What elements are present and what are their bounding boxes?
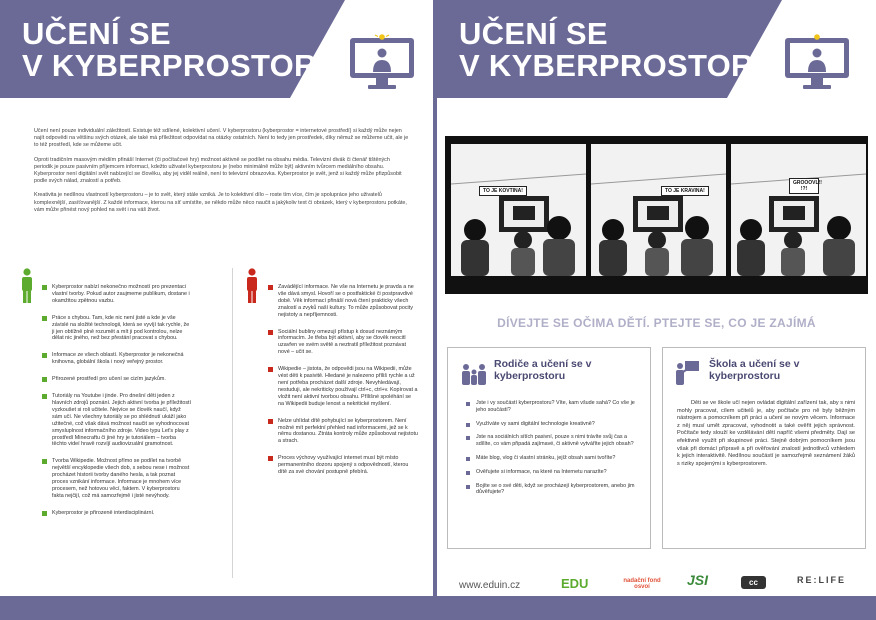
creative-commons-logo: cc	[741, 576, 766, 589]
question-item: Jste na sociálních sítích pasivní, pouze s nimi trávíte svůj čas a sdílíte, co vám připadá zajímavé, či aktivně vytváříte jejich obsah?	[466, 434, 644, 448]
school-text: Děti se ve škole učí nejen ovládat digitální zařízení tak, aby s nimi mohly pracovat, cílem učitelů je, aby počítače pro ně byly běžným nástrojem a pomocníkem při práci a učení se novým věcem. Informace z něj musí umět zpracovat, vyhodnotit a také ověřit jejich správnost. Počítače tedy slouží ke vzdělávání dětí napříč všemi předměty. Dají se efektivně využít při skupinové práci. Stejně dobrým pomocníkem jsou však při domácí přípravě a při ověřování znalostí jednotlivců vzhledem k jejich interaktivitě. Nedílnou součástí je samozřejmě seznámení žáků s riziky spojenými s kyberprostorem.	[677, 400, 855, 467]
pros-item: Přirozené prostředí pro učení se cizím jazykům.	[42, 376, 192, 383]
pros-item: Kyberprostor je přirozeně interdisciplinární.	[42, 510, 192, 517]
website-link[interactable]: www.eduin.cz	[459, 580, 521, 591]
pros-item: Kyberprostor nabízí nekonečno možností pro prezentaci vlastní tvorby. Pokud autor zaujmeme publikum, dostane i okamžitou zpětnou vazbu.	[42, 284, 192, 305]
comic-panel	[731, 144, 866, 276]
slogan: DÍVEJTE SE OČIMA DĚTÍ. PTEJTE SE, CO JE ZAJÍMÁ	[497, 316, 816, 330]
intro-paragraph: Učení není pouze individuální záležitostí. Existuje též sdílené, kolektivní učení. V kyberprostoru (kyberprostor = internetové prostředí) si každý může nejen najít odpovědi na většinu svých otázek, ale také má příležitost odpovídat na otázky ostatních. Není to tedy jen prostředek, díky němuž se můžeme učit, ale je to též prostředí, kde se můžeme učit.	[34, 128, 409, 149]
footer-bar	[0, 596, 433, 602]
question-item: Ověřujete si informace, na které na Internetu narazíte?	[466, 469, 644, 476]
pros-item: Práce s chybou. Tam, kde nic není jisté a kde je vše závislé na složité technologii, která se vyvíjí tak rychle, že ji jen obtížně plně rozumět a mít ji pod kontrolou, nelze dělat nic jiného, než bez přestání pracovat s chybou.	[42, 315, 192, 343]
question-item: Jste i vy součástí kyberprostoru? Víte, kam všude sahá? Co vše je jeho součástí?	[466, 400, 644, 414]
page-title: UČENÍ SE V KYBERPROSTORU	[22, 16, 340, 83]
speech-bubble: TO JE KRAVINA!	[661, 186, 709, 196]
intro-text	[34, 128, 410, 221]
cons-item: Proces výchovy využívající internet musí být místo permanentního dozoru spojený s odpovědností, kterou dítě za své chování postupně přebírá.	[268, 455, 418, 476]
relife-logo: RE:LIFE	[797, 575, 846, 585]
pros-list	[42, 284, 192, 527]
cons-item: Nelze uhlídat dítě pohybující se kyberprostorem. Není možné mít perfektní přehled nad informacemi, jež se k němu dostanou. Ztráta kontroly může způsobovat nejistotu a strach.	[268, 418, 418, 446]
comic-scene-illustration	[731, 144, 866, 276]
right-page	[437, 0, 876, 602]
speech-bubble: GROOOVL!! !?!	[789, 178, 819, 194]
cons-list	[268, 284, 418, 486]
parents-title: Rodiče a učení se v kyberprostoru	[494, 358, 592, 382]
page-title: UČENÍ SE V KYBERPROSTORU	[459, 16, 777, 83]
red-person-icon	[245, 268, 259, 304]
footer-bar	[437, 596, 876, 602]
jsi-logo: JSI	[687, 572, 709, 588]
comic-scene-illustration	[451, 144, 586, 276]
intro-paragraph: Kreativita je nedílnou vlastností kyberprostoru – je to svět, který stále vzniká. Je to kolektivní dílo – roste tím více, čím je spolupráce jeho uživatelů komplexnější, zasíťovanější. Z každé informace, kterou na síť umístíte, se někdo může něco naučit a jakýkoliv text či obrázek, který v kyberprostoru potkáte, vám může přinést nový pohled na svět i na váš život.	[34, 192, 407, 213]
family-icon	[460, 358, 488, 386]
pros-item: Tvorba Wikipedie. Možnost přímo se podílet na tvorbě největší encyklopedie všech dob, s sebou nese i možnost procházet historii tvorby daného hesla, a tak poznat proces vznikání informace. Informace je mnohem více procesem, než hotovou věcí, faktem. V kyberprostoru fakta nejčijí, což má samozřejmě i jisté nevýhody.	[42, 458, 192, 499]
cons-item: Wikipedie – jistota, že odpovědi jsou na Wikipedii, může vést děti k pasivitě. Hledané je nalezeno příliš rychle a už není potřeba procházet další zdroje. Nevyhledávají, nestuduji, ale nekriticky používají ctrl+c, ctrl+v. Kopírovat a vložit není aktivní tvorbou obsahu. Přílišné spoléhání se na Wikipedii buduje lenost a nekritické myšlení.	[268, 366, 418, 407]
footer-logos	[437, 558, 876, 596]
parents-questions	[466, 400, 644, 503]
edu-logo: EDU	[561, 576, 589, 591]
nadacni-fond-logo: nadační fond osvoí	[623, 578, 661, 590]
intro-paragraph: Oproti tradičním masovým médiím přináší Internet (či počítačové hry) možnost aktivně se podílet na obsahu média. Televizní divák či čtenář tištěných periodik je pouze pasivním příjemcem informací, kdežto uživatel kyberprostoru je (nebo minimálně může být) aktivním tvůrcem mediálního obsahu. Kyberprostor není digitální svět nabízející se člověku, aby jej viděl reálně, není to televizní obrazovka. Kyberprostor je svět, jenž si každý může přizpůsobit podle svých nálad, znalostí a potřeb.	[34, 156, 402, 185]
question-item: Využíváte vy sami digitální technologie kreativně?	[466, 421, 644, 428]
comic-scene-illustration	[591, 144, 726, 276]
comic-panel	[591, 144, 726, 276]
teacher-board-icon	[673, 358, 701, 386]
green-person-icon	[20, 268, 34, 304]
question-item: Máte blog, vlog či vlastní stránku, jejíž obsah sami tvoříte?	[466, 455, 644, 462]
comic-strip	[445, 136, 868, 294]
school-title: Škola a učení se v kyberprostoru	[709, 358, 800, 382]
cons-item: Zavádějící informace. Ne vše na Internetu je pravda a ne vše dává smysl. Hovoří se o postfaktické či postpravdivé době. Věk informací přináší nová čtení prakticky všech znalostí a zvyků naší kultury. To může způsobovat pocity nejistoty a nepříjemnosti.	[268, 284, 418, 319]
pros-item: Informace ze všech oblastí. Kyberprostor je nekonečná knihovna, globální škola i nový veřejný prostor.	[42, 352, 192, 366]
school-box	[662, 347, 866, 549]
pros-item: Tutoriály na Youtube i jinde. Pro dnešní děti jeden z hlavních zdrojů poznání. Jejich aktivní tvorba je příležitostí vyzkoušet si roli učitele. Nejvíce se člověk naučí, když sám učí. Ne všechny tutoriály se po shlédnutí ukáží jako užitečné, což však dává možnost naučit se vyhodnocovat smysluplnost informačního zdroje. Video typu Let's play z prostředí Minecraftu či jiné hry je tutoriálem – tvorba těchto videí hravě rozvíjí audiovizuální gramotnost.	[42, 393, 192, 448]
monitor-teacher-icon	[781, 32, 853, 92]
speech-bubble: TO JE KOVTINA!	[479, 186, 527, 196]
comic-panel	[451, 144, 586, 276]
question-item: Bojíte se o své děti, když se procházejí kyberprostorem, anebo jim důvěřujete?	[466, 483, 644, 497]
monitor-teacher-icon	[346, 32, 418, 92]
cons-item: Sociální bubliny omezují přístup k dosud neznámým informacím. Je třeba být aktivní, aby se člověk neocitl uzavřen ve svém světě a neztratil příležitost poznávat nové – učit se.	[268, 329, 418, 357]
column-divider	[232, 268, 233, 578]
parents-box	[447, 347, 651, 549]
left-page	[0, 0, 433, 602]
